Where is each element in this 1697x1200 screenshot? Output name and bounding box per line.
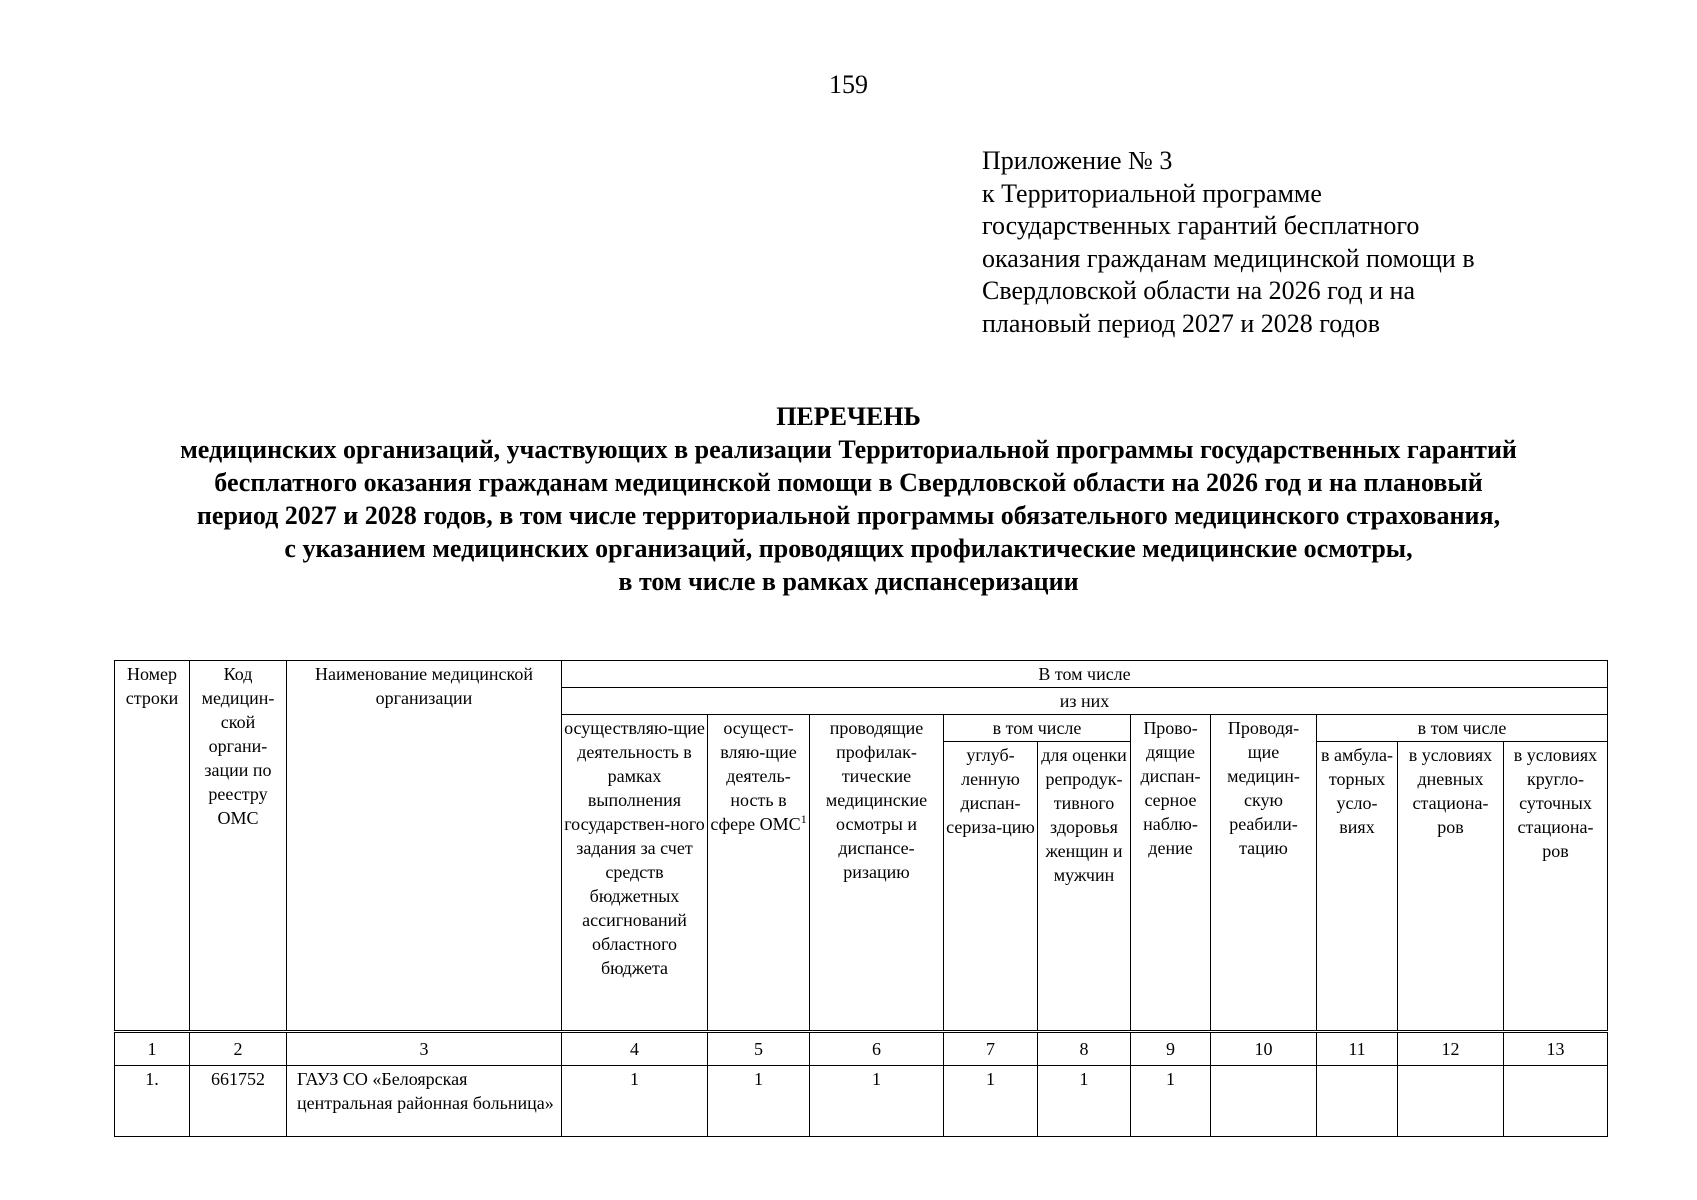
- column-number: 5: [708, 1032, 810, 1066]
- header-col12: в условиях дневных стациона-ров: [1398, 742, 1504, 1032]
- header-row-number: Номер строки: [115, 661, 190, 1032]
- appendix-line: к Территориальной программе: [982, 178, 1322, 208]
- column-number: 8: [1038, 1032, 1131, 1066]
- heading-line: бесплатного оказания гражданам медицинской помощи в Свердловской области на 2026 год и на плановый: [214, 468, 1483, 497]
- column-numbers-row: [115, 1032, 1608, 1066]
- cell-col12: [1398, 1066, 1504, 1137]
- header-col4: осуществляю-щие деятельность в рамках выполнения государствен-ного задания за счет средств бюджетных ассигнований областного бюджета: [562, 715, 708, 1032]
- header-of-them: из них: [562, 688, 1608, 715]
- header-col6: проводящие профилак-тические медицинские осмотры и диспансе-ризацию: [810, 715, 944, 1032]
- header-name: Наименование медицинской организации: [287, 661, 562, 1032]
- column-number: 6: [810, 1032, 944, 1066]
- column-number: 10: [1211, 1032, 1317, 1066]
- header-col5: [708, 715, 810, 1032]
- cell-col8: 1: [1038, 1066, 1131, 1137]
- column-number: 3: [287, 1032, 562, 1066]
- cell-col7: 1: [944, 1066, 1038, 1137]
- heading-line: с указанием медицинских организаций, проводящих профилактические медицинские осмотры,: [284, 534, 1413, 563]
- appendix-line: оказания гражданам медицинской помощи в: [982, 243, 1475, 273]
- column-number: 4: [562, 1032, 708, 1066]
- cell-col10: [1211, 1066, 1317, 1137]
- column-number: 2: [190, 1032, 287, 1066]
- cell-code: 661752: [190, 1066, 287, 1137]
- cell-col5: 1: [708, 1066, 810, 1137]
- cell-col9: 1: [1131, 1066, 1211, 1137]
- cell-col11: [1317, 1066, 1398, 1137]
- page-number: 159: [829, 70, 868, 99]
- appendix-line: государственных гарантий бесплатного: [982, 211, 1420, 240]
- heading-line: период 2027 и 2028 годов, в том числе территориальной программы обязательного медицинского страхования,: [196, 501, 1501, 530]
- header-col7: углуб-ленную диспан-сериза-цию: [944, 742, 1038, 1032]
- header-col13: в условиях кругло-суточных стациона-ров: [1504, 742, 1608, 1032]
- heading-line: медицинских организаций, участвующих в реализации Территориальной программы государственных гарантий: [180, 435, 1517, 464]
- column-number: 1: [115, 1032, 190, 1066]
- header-row-1: [115, 661, 1608, 688]
- appendix-line: Свердловской области на 2026 год и на: [982, 276, 1415, 305]
- column-number: 12: [1398, 1032, 1504, 1066]
- footnote-marker: 1: [800, 812, 807, 826]
- appendix-note: [982, 145, 1582, 340]
- organizations-table: [114, 660, 1608, 1137]
- column-number: 13: [1504, 1032, 1608, 1066]
- column-number: 7: [944, 1032, 1038, 1066]
- header-col9: Прово-дящие диспан-серное наблю-дение: [1131, 715, 1211, 1032]
- header-including: В том числе: [562, 661, 1608, 688]
- document-heading: [0, 400, 1697, 598]
- cell-col13: [1504, 1066, 1608, 1137]
- cell-org-name: ГАУЗ СО «Белоярская центральная районная больница»: [287, 1066, 562, 1137]
- header-group-11-13: в том числе: [1317, 715, 1608, 742]
- header-col8: для оценки репродук-тивного здоровья женщин и мужчин: [1038, 742, 1131, 1032]
- cell-col6: 1: [810, 1066, 944, 1137]
- cell-row-number: 1.: [115, 1066, 190, 1137]
- document-title: ПЕРЕЧЕНЬ: [776, 402, 921, 431]
- column-number: 9: [1131, 1032, 1211, 1066]
- table-row: [115, 1066, 1608, 1137]
- header-group-7-8: в том числе: [944, 715, 1131, 742]
- column-number: 11: [1317, 1032, 1398, 1066]
- header-col5-text: осущест-вляю-щие деятель-ность в сфере ОМС: [710, 718, 801, 834]
- organizations-table-wrap: [114, 660, 1607, 1137]
- header-col11: в амбула-торных усло-виях: [1317, 742, 1398, 1032]
- cell-col4: 1: [562, 1066, 708, 1137]
- header-col10: Проводя-щие медицин-скую реабили-тацию: [1211, 715, 1317, 1032]
- heading-line: в том числе в рамках диспансеризации: [618, 567, 1079, 596]
- appendix-line: Приложение № 3: [982, 146, 1173, 175]
- header-code: Код медицин-ской органи-зации по реестру ОМС: [190, 661, 287, 1032]
- appendix-line: плановый период 2027 и 2028 годов: [982, 308, 1381, 338]
